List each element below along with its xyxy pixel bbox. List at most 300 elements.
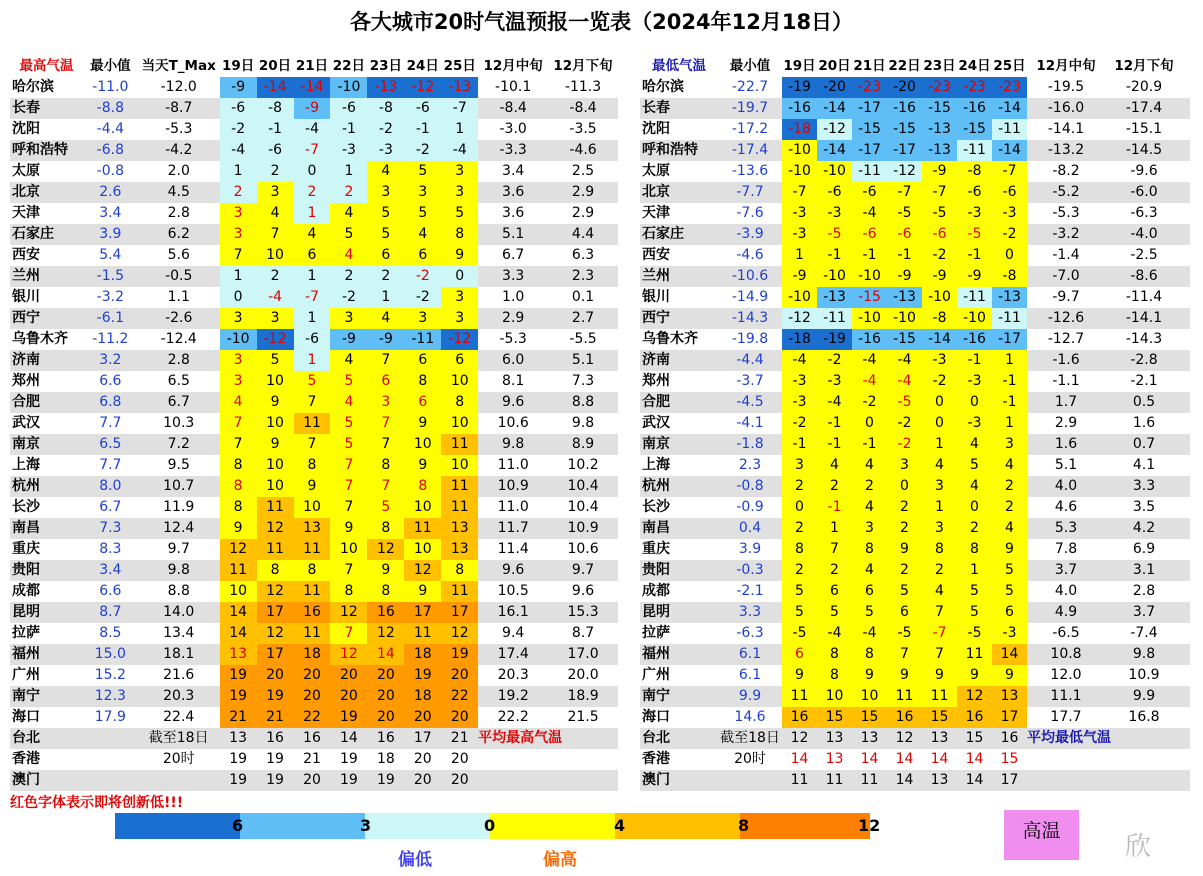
forecast-cell: 12 [790,730,809,746]
forecast-cell: -10 [782,161,817,182]
mid-dec-cell: 1.7 [1054,394,1078,410]
forecast-cell: -6 [220,98,257,119]
forecast-cell: 6 [404,350,441,371]
min-value-cell: -0.3 [736,562,764,578]
late-dec-cell: 9.8 [571,415,595,431]
mid-dec-cell: 9.8 [502,436,525,452]
forecast-cell: 12 [257,518,294,539]
forecast-cell: -4 [887,350,922,371]
city-name: 南昌 [12,520,40,536]
forecast-cell: 10 [257,245,294,266]
column-header: 24日 [958,58,991,74]
forecast-cell: 7 [922,644,957,665]
min-value-cell: -1.8 [736,436,764,452]
forecast-cell: -9 [957,266,992,287]
forecast-cell: -6 [404,98,441,119]
today-tmax-cell: 6.7 [167,394,190,410]
high-legend-label: 偏高 [543,850,577,870]
forecast-cell: -1 [817,434,852,455]
forecast-cell: 1 [294,266,331,287]
table-row [10,98,618,119]
table-row [640,77,1190,98]
forecast-cell: 4 [957,434,992,455]
forecast-cell: 9 [367,560,404,581]
legend-band-high [615,813,740,839]
forecast-cell: 19 [404,665,441,686]
table-row [640,728,1190,749]
min-value-cell: -14.3 [731,310,769,326]
forecast-cell: 14 [220,602,257,623]
city-name: 南宁 [642,688,670,704]
forecast-cell: 7 [220,434,257,455]
min-value-cell: 7.7 [99,415,122,431]
forecast-cell: 5 [957,455,992,476]
mid-dec-cell: 1.0 [502,289,525,305]
forecast-cell: -1 [404,119,441,140]
city-name: 香港 [12,751,40,767]
mid-dec-cell: 平均最高气温 [478,730,563,746]
forecast-cell: -15 [852,287,887,308]
forecast-cell: 20 [257,665,294,686]
forecast-cell: 11 [782,686,817,707]
late-dec-cell: 2.3 [571,268,595,284]
forecast-cell: 16 [266,730,284,746]
late-dec-cell: 8.7 [571,625,595,641]
forecast-cell: -13 [887,287,922,308]
forecast-cell: 7 [330,623,367,644]
forecast-cell: 20 [413,772,432,788]
late-dec-cell [1105,770,1183,791]
forecast-cell: -13 [441,77,478,98]
forecast-cell: 16 [887,707,922,728]
forecast-cell: -12 [257,329,294,350]
mid-dec-cell: 22.2 [497,709,529,725]
forecast-cell: -11 [404,329,441,350]
city-name: 天津 [12,205,40,221]
mid-dec-cell: 3.6 [502,205,525,221]
forecast-cell: 0 [922,392,957,413]
forecast-cell: 11 [860,772,879,788]
min-value-cell: -0.9 [736,499,764,515]
forecast-cell: -15 [887,329,922,350]
legend-tick: 4 [614,816,626,835]
mid-dec-cell: 20.3 [497,667,529,683]
forecast-cell: -14 [257,77,294,98]
forecast-cell: -6 [257,140,294,161]
forecast-cell: 15 [817,707,852,728]
min-value-cell [83,770,138,791]
forecast-cell: 2 [330,266,367,287]
forecast-cell: -2 [782,413,817,434]
forecast-cell: -1 [957,245,992,266]
forecast-cell: -3 [367,140,404,161]
table-row [640,644,1190,665]
column-header: 23日 [369,58,402,74]
forecast-cell: -14 [817,140,852,161]
city-name: 沈阳 [642,121,670,137]
forecast-cell: 11 [825,772,844,788]
forecast-cell: 11 [294,623,331,644]
city-name: 北京 [12,184,40,200]
forecast-cell: 8 [367,581,404,602]
forecast-cell: 19 [220,665,257,686]
forecast-cell: 0 [220,287,257,308]
forecast-cell: 20 [294,686,331,707]
forecast-cell: 1 [294,308,331,329]
mid-dec-cell: -5.3 [499,331,527,347]
table-row [10,203,618,224]
forecast-cell: 4 [992,455,1027,476]
min-value-cell: -0.8 [736,478,764,494]
forecast-cell: 7 [367,476,404,497]
mid-dec-cell: -6.5 [1052,625,1080,641]
table-row [10,497,618,518]
forecast-cell: 14 [965,772,984,788]
forecast-cell: -5 [887,392,922,413]
table-row [10,602,618,623]
forecast-cell: 6 [404,245,441,266]
today-tmax-cell: 9.7 [167,541,190,557]
forecast-cell: 15 [965,730,984,746]
city-name: 昆明 [642,604,670,620]
forecast-cell: -1 [330,119,367,140]
forecast-cell: 2 [257,161,294,182]
forecast-cell: -16 [782,98,817,119]
mid-dec-cell: 11.0 [497,457,529,473]
today-tmax-cell: 6.2 [167,226,190,242]
late-dec-cell [548,749,618,770]
table-row [640,497,1190,518]
forecast-cell: 14 [965,751,984,767]
forecast-cell: -4 [257,287,294,308]
forecast-cell: 12 [220,539,257,560]
forecast-cell: -3 [922,350,957,371]
city-name: 兰州 [12,268,40,284]
forecast-cell: 9 [404,455,441,476]
table-row [10,770,618,791]
city-name: 海口 [12,709,40,725]
forecast-cell: 14 [895,772,914,788]
table-row [10,434,618,455]
forecast-cell: 5 [404,161,441,182]
min-value-cell: -3.9 [736,226,764,242]
table-row [640,329,1190,350]
forecast-cell: 1 [220,266,257,287]
forecast-cell: 5 [367,497,404,518]
min-value-cell: -0.8 [96,163,124,179]
late-dec-cell: 0.1 [571,289,595,305]
mid-dec-cell: 17.4 [497,646,529,662]
forecast-cell: 9 [441,245,478,266]
mid-dec-cell: -8.2 [1052,163,1080,179]
forecast-cell: -9 [330,329,367,350]
legend-band-low [240,813,365,839]
late-dec-cell: 3.7 [1132,604,1156,620]
forecast-cell: 5 [330,224,367,245]
mid-dec-cell: -3.0 [499,121,527,137]
forecast-cell: -7 [887,182,922,203]
city-name: 乌鲁木齐 [642,331,698,347]
forecast-cell: 16 [957,707,992,728]
page-title: 各大城市20时气温预报一览表（2024年12月18日） [349,10,854,34]
late-dec-cell: -8.6 [1130,268,1158,284]
late-dec-cell: 17.0 [567,646,599,662]
forecast-cell: 20 [450,772,469,788]
forecast-cell: 9 [257,392,294,413]
forecast-cell: 10 [220,581,257,602]
forecast-cell: 19 [229,751,248,767]
forecast-cell: 4 [330,245,367,266]
forecast-cell: -4 [441,140,478,161]
forecast-cell: -3 [782,392,817,413]
forecast-cell: -20 [887,77,922,98]
forecast-cell: -1 [852,434,887,455]
mid-dec-cell: 8.1 [502,373,525,389]
late-dec-cell: 0.5 [1132,394,1156,410]
forecast-cell: 1 [817,518,852,539]
forecast-cell: -12 [404,77,441,98]
max-temp-table [10,56,618,791]
forecast-cell: -2 [852,392,887,413]
late-dec-cell: -17.4 [1125,100,1163,116]
forecast-cell: 14 [895,751,914,767]
mid-dec-cell: 19.2 [497,688,529,704]
city-name: 长沙 [12,499,40,515]
mid-dec-cell: 17.7 [1050,709,1082,725]
forecast-cell: 2 [782,560,817,581]
min-value-cell: -22.7 [731,79,769,95]
today-tmax-cell: 18.1 [163,646,195,662]
table-row [640,203,1190,224]
forecast-cell: 20 [450,751,469,767]
city-name: 广州 [642,667,670,683]
forecast-cell: 19 [340,772,358,788]
forecast-cell: -17 [852,140,887,161]
column-header: 最小值 [729,58,771,74]
forecast-cell: 11 [257,497,294,518]
late-dec-cell: -14.3 [1125,331,1163,347]
forecast-cell: 16 [303,730,321,746]
forecast-cell: 14 [220,623,257,644]
forecast-cell: 2 [782,476,817,497]
legend-tick: 0 [484,816,496,835]
min-value-cell: -2.1 [736,583,764,599]
column-header: 12月下旬 [553,58,613,74]
today-tmax-cell: -0.5 [165,268,193,284]
city-name: 西安 [12,247,40,263]
table-row [10,329,618,350]
mid-dec-cell: 9.6 [502,562,525,578]
late-dec-cell: -6.0 [1130,184,1158,200]
forecast-cell: 0 [294,161,331,182]
min-value-cell: 6.6 [99,583,122,599]
column-header: 最高气温 [19,58,74,74]
forecast-cell: 8 [367,455,404,476]
city-name: 济南 [12,352,40,368]
min-value-cell: 3.9 [738,541,762,557]
forecast-cell: -2 [992,224,1027,245]
forecast-cell: 4 [257,203,294,224]
forecast-cell: 6 [817,581,852,602]
today-tmax-cell: 10.3 [163,415,195,431]
forecast-cell: -5 [782,623,817,644]
today-tmax-cell: 5.6 [167,247,190,263]
table-row [10,392,618,413]
forecast-cell: 6 [782,644,817,665]
late-dec-cell: 2.8 [1132,583,1156,599]
forecast-cell: 19 [266,772,284,788]
city-name: 西宁 [642,310,670,326]
forecast-cell: 11 [887,686,922,707]
min-value-cell: 2.6 [99,184,122,200]
table-row [10,308,618,329]
city-name: 台北 [12,730,40,746]
table-row [10,371,618,392]
forecast-cell: 6 [404,392,441,413]
forecast-cell: 3 [220,308,257,329]
city-name: 南昌 [642,520,670,536]
forecast-cell: 7 [220,245,257,266]
city-name: 太原 [12,163,40,179]
min-value-cell: 7.3 [99,520,122,536]
forecast-cell: 5 [957,602,992,623]
forecast-cell: 4 [992,518,1027,539]
min-value-cell: 6.5 [99,436,122,452]
forecast-cell: 7 [294,434,331,455]
forecast-cell: 3 [257,308,294,329]
forecast-cell: -15 [922,98,957,119]
city-name: 郑州 [642,373,670,389]
min-value-cell: -4.4 [96,121,124,137]
mid-dec-cell [1027,749,1105,770]
table-row [640,581,1190,602]
forecast-cell: 12 [404,560,441,581]
forecast-cell: 10 [441,371,478,392]
legend-band-very-high [740,813,870,839]
forecast-cell: -17 [852,98,887,119]
forecast-cell: 2 [294,182,331,203]
late-dec-cell: 1.6 [1132,415,1156,431]
forecast-cell: 10 [852,686,887,707]
table-row [640,392,1190,413]
min-value-cell: 6.1 [738,667,762,683]
column-header: 21日 [853,58,886,74]
forecast-cell: -11 [992,308,1027,329]
forecast-cell: 16 [782,707,817,728]
min-value-cell: 8.0 [99,478,122,494]
forecast-cell: -1 [817,245,852,266]
city-name: 福州 [12,646,40,662]
city-name: 杭州 [12,478,40,494]
forecast-cell: 21 [450,730,469,746]
late-dec-cell: -14.1 [1125,310,1163,326]
forecast-cell: 13 [441,518,478,539]
forecast-cell: -3 [992,203,1027,224]
forecast-cell: 16 [376,730,395,746]
forecast-cell: 3 [441,161,478,182]
mid-dec-cell: 6.7 [502,247,525,263]
forecast-cell: 12 [330,602,367,623]
forecast-cell: 10 [404,539,441,560]
min-value-cell: 9.9 [738,688,762,704]
min-value-cell: -19.8 [731,331,769,347]
forecast-cell: -5 [922,203,957,224]
forecast-cell: -16 [957,329,992,350]
min-value-cell: -10.6 [731,268,769,284]
forecast-cell: -23 [957,77,992,98]
forecast-cell: -6 [817,182,852,203]
forecast-cell: 19 [229,772,248,788]
table-row [10,413,618,434]
late-dec-cell: 8.8 [571,394,595,410]
table-row [10,350,618,371]
forecast-cell: 18 [294,644,331,665]
city-name: 拉萨 [12,625,40,641]
forecast-cell: 8 [404,476,441,497]
forecast-cell: -18 [782,119,817,140]
forecast-cell: 20 [441,665,478,686]
city-name: 长春 [12,100,40,116]
forecast-cell: 13 [229,730,247,746]
forecast-cell: 20 [367,665,404,686]
forecast-cell: -9 [922,161,957,182]
forecast-cell: -2 [404,266,441,287]
mid-dec-cell: 5.1 [502,226,525,242]
today-tmax-cell: 9.8 [167,562,190,578]
forecast-cell: -18 [782,329,817,350]
late-dec-cell: 0.7 [1132,436,1156,452]
mid-dec-cell: 5.1 [1054,457,1078,473]
forecast-cell: 10 [404,497,441,518]
forecast-cell: 5 [782,602,817,623]
today-tmax-cell: 4.5 [167,184,190,200]
table-row [10,140,618,161]
forecast-cell: 2 [887,497,922,518]
forecast-cell: 12 [367,539,404,560]
forecast-cell: 8 [367,518,404,539]
min-value-cell: 3.4 [99,205,122,221]
city-name: 杭州 [642,478,670,494]
forecast-cell: -8 [922,308,957,329]
min-value-cell: 2.3 [738,457,762,473]
late-dec-cell: 2.5 [571,163,595,179]
city-name: 武汉 [12,415,40,431]
forecast-cell: 6 [992,602,1027,623]
forecast-cell: 3 [782,455,817,476]
table-row [640,707,1190,728]
min-value-cell [718,770,782,791]
table-row [10,224,618,245]
today-tmax-cell: 20时 [162,751,195,767]
forecast-cell: -9 [220,77,257,98]
forecast-cell: -10 [330,77,367,98]
min-value-cell: 3.4 [99,562,122,578]
forecast-cell: 2 [782,518,817,539]
forecast-cell: 9 [957,665,992,686]
late-dec-cell: -4.6 [569,142,597,158]
forecast-cell: 9 [852,665,887,686]
column-header: 21日 [295,58,329,74]
forecast-cell: 3 [367,182,404,203]
forecast-cell: 11 [441,434,478,455]
city-name: 长沙 [642,499,670,515]
forecast-cell: -3 [957,413,992,434]
forecast-cell: -14 [992,140,1027,161]
table-row [10,77,618,98]
forecast-cell: 17 [992,707,1027,728]
forecast-cell: 13 [930,730,949,746]
today-tmax-cell: 8.8 [167,583,190,599]
